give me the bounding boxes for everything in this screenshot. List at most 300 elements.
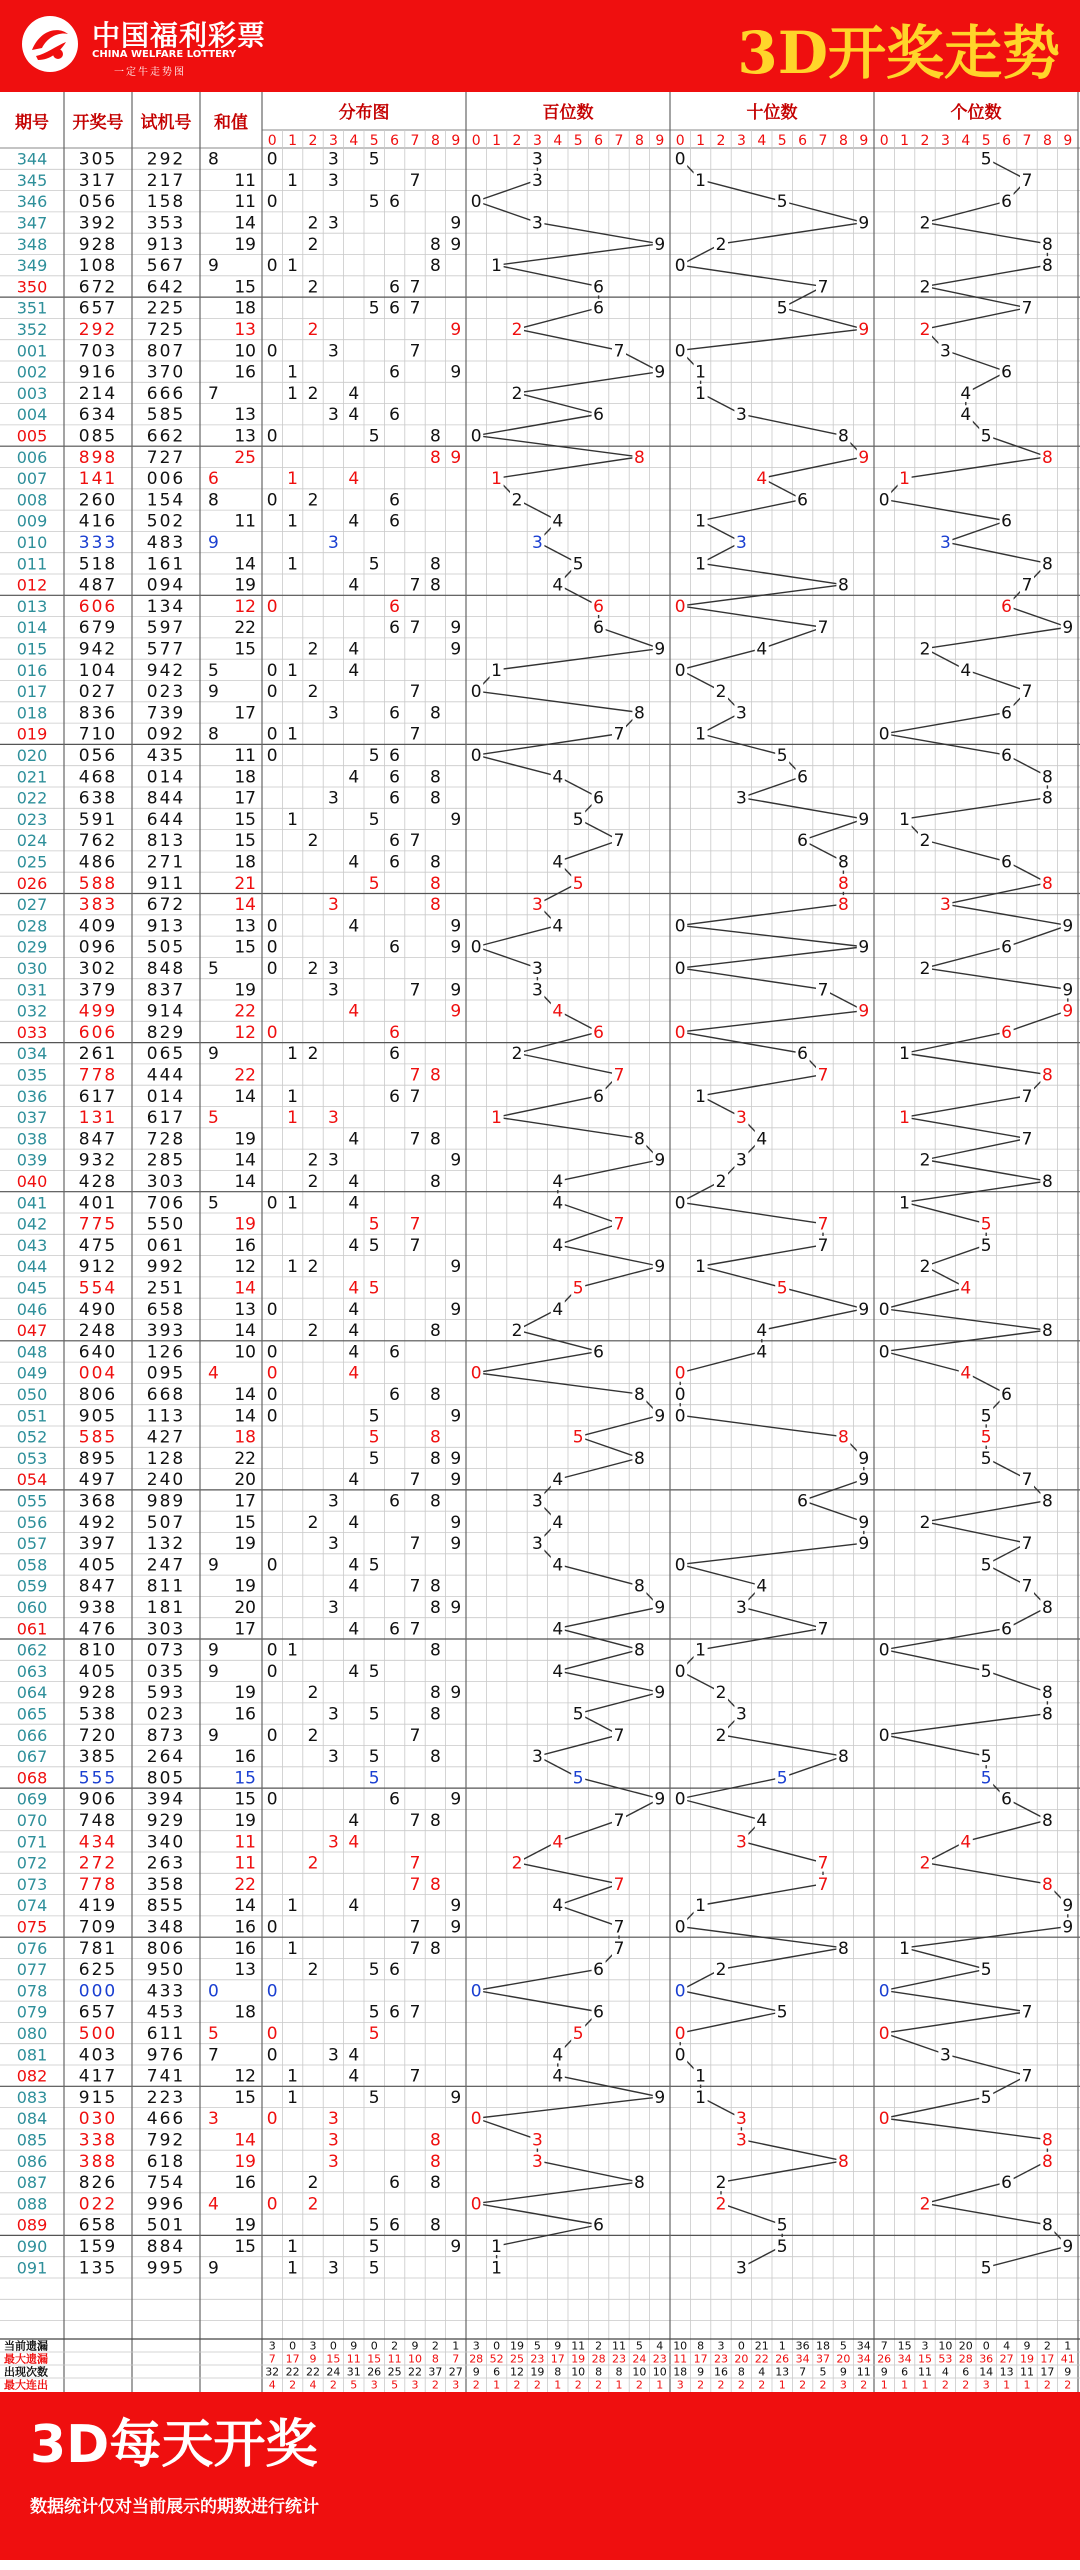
trend-digit: 3 (531, 895, 543, 916)
draw-number: 104 (78, 660, 118, 681)
digit-header: 6 (1002, 133, 1012, 149)
trend-digit: 7 (613, 341, 625, 362)
trend-digit: 3 (735, 788, 747, 809)
sum-value: 12 (234, 596, 256, 617)
trend-digit: 3 (531, 533, 543, 554)
stats-value: 13 (999, 2365, 1014, 2379)
trend-digit: 2 (919, 277, 931, 298)
issue-number: 017 (16, 682, 48, 702)
stats-value: 9 (350, 2339, 358, 2353)
issue-number: 075 (16, 1917, 48, 1937)
dist-digit: 8 (429, 895, 441, 916)
trend-digit: 0 (470, 1363, 482, 1384)
digit-header: 6 (798, 133, 808, 149)
section-header: 十位数 (746, 103, 798, 123)
stats-label: 当前遗漏 (4, 2339, 48, 2353)
issue-number: 066 (16, 1725, 48, 1745)
issue-number: 057 (16, 1534, 48, 1554)
trend-digit: 4 (960, 383, 972, 404)
issue-number: 047 (16, 1321, 48, 1341)
trend-digit: 7 (817, 277, 829, 298)
dist-digit: 9 (450, 639, 462, 660)
trend-digit: 8 (1041, 1704, 1053, 1725)
dist-digit: 0 (266, 2109, 278, 2130)
trend-digit: 0 (674, 2024, 686, 2045)
dist-digit: 6 (389, 2173, 401, 2194)
stats-value: 27 (448, 2365, 463, 2379)
trend-digit: 2 (919, 1853, 931, 1874)
stats-value: 0 (737, 2339, 745, 2353)
issue-number: 076 (16, 1938, 48, 1958)
dist-digit: 6 (389, 405, 401, 426)
trend-digit: 0 (470, 2194, 482, 2215)
stats-value: 10 (632, 2365, 647, 2379)
sum-value: 19 (234, 2215, 256, 2236)
test-number: 658 (146, 1299, 186, 1320)
sum-value: 20 (234, 1470, 256, 1491)
test-number: 501 (146, 2215, 186, 2236)
dist-digit: 3 (327, 1108, 339, 1129)
column-header: 试机号 (140, 113, 192, 133)
stats-label: 最大遗漏 (4, 2352, 48, 2366)
dist-digit: 3 (327, 1534, 339, 1555)
draw-number: 928 (78, 1683, 118, 1704)
dist-digit: 4 (348, 1619, 360, 1640)
issue-number: 025 (16, 852, 48, 872)
test-number: 181 (146, 1598, 186, 1619)
draw-number: 302 (78, 959, 118, 980)
sum-value: 5 (208, 2024, 219, 2045)
dist-digit: 4 (348, 1299, 360, 1320)
dist-digit: 3 (327, 405, 339, 426)
trend-digit: 0 (674, 2045, 686, 2066)
trend-digit: 8 (1041, 767, 1053, 788)
trend-digit: 6 (593, 2002, 605, 2023)
sum-value: 12 (234, 2066, 256, 2087)
sum-value: 25 (234, 447, 256, 468)
dist-digit: 0 (266, 682, 278, 703)
trend-digit: 0 (674, 1406, 686, 1427)
dist-digit: 5 (368, 1661, 380, 1682)
dist-digit: 9 (450, 1512, 462, 1533)
section-header: 个位数 (950, 103, 1002, 123)
sum-value: 14 (234, 1150, 256, 1171)
dist-digit: 1 (287, 256, 299, 277)
dist-digit: 8 (429, 1747, 441, 1768)
stats-value: 7 (880, 2339, 888, 2353)
trend-digit: 8 (633, 447, 645, 468)
stats-value: 2 (819, 2378, 827, 2392)
trend-digit: 3 (939, 895, 951, 916)
dist-digit: 7 (409, 1065, 421, 1086)
dist-digit: 7 (409, 1853, 421, 1874)
trend-digit: 9 (858, 809, 870, 830)
sum-value: 21 (234, 873, 256, 894)
stats-value: 0 (982, 2339, 990, 2353)
stats-value: 3 (982, 2378, 990, 2392)
test-number: 989 (146, 1491, 186, 1512)
dist-digit: 8 (429, 1491, 441, 1512)
issue-number: 064 (16, 1683, 48, 1703)
trend-digit: 8 (633, 1448, 645, 1469)
trend-digit: 3 (531, 1747, 543, 1768)
dist-digit: 8 (429, 1321, 441, 1342)
issue-number: 012 (16, 575, 48, 595)
trend-digit: 0 (674, 916, 686, 937)
dist-digit: 6 (389, 596, 401, 617)
trend-digit: 7 (613, 1874, 625, 1895)
draw-number: 305 (78, 149, 118, 170)
dist-digit: 1 (287, 2087, 299, 2108)
test-number: 095 (146, 1363, 186, 1384)
dist-digit: 4 (348, 1555, 360, 1576)
sum-value: 19 (234, 1129, 256, 1150)
draw-number: 709 (78, 1917, 118, 1938)
dist-digit: 8 (429, 767, 441, 788)
dist-digit: 6 (389, 192, 401, 213)
dist-digit: 2 (307, 234, 319, 255)
trend-digit: 5 (776, 1278, 788, 1299)
stats-value: 2 (635, 2378, 643, 2392)
stats-value: 23 (714, 2352, 728, 2366)
dist-digit: 7 (409, 1576, 421, 1597)
issue-number: 036 (16, 1086, 48, 1106)
dist-digit: 8 (429, 554, 441, 575)
trend-digit: 3 (735, 1150, 747, 1171)
draw-number: 401 (78, 1193, 118, 1214)
sum-value: 9 (208, 2258, 219, 2279)
sum-value: 9 (208, 682, 219, 703)
trend-digit: 8 (837, 1747, 849, 1768)
stats-value: 31 (346, 2365, 361, 2379)
dist-digit: 9 (450, 809, 462, 830)
sum-value: 11 (234, 192, 256, 213)
dist-digit: 4 (348, 405, 360, 426)
trend-digit: 9 (1062, 1896, 1074, 1917)
dist-digit: 4 (348, 1278, 360, 1299)
test-number: 805 (146, 1768, 186, 1789)
trend-digit: 3 (939, 341, 951, 362)
dist-digit: 1 (287, 1640, 299, 1661)
dist-digit: 0 (266, 937, 278, 958)
digit-header: 5 (369, 133, 379, 149)
stats-value: 7 (799, 2365, 807, 2379)
stats-value: 3 (309, 2339, 317, 2353)
stats-value: 32 (265, 2365, 280, 2379)
trend-digit: 2 (919, 2194, 931, 2215)
test-number: 453 (146, 2002, 186, 2023)
issue-number: 055 (16, 1491, 48, 1511)
draw-number: 847 (78, 1129, 118, 1150)
dist-digit: 4 (348, 1896, 360, 1917)
page-footer (0, 2392, 1080, 2560)
stats-value: 2 (289, 2378, 297, 2392)
stats-value: 8 (554, 2365, 562, 2379)
test-number: 913 (146, 916, 186, 937)
trend-digit: 7 (817, 1235, 829, 1256)
dist-digit: 7 (409, 1725, 421, 1746)
trend-digit: 9 (654, 1789, 666, 1810)
sum-value: 12 (234, 1257, 256, 1278)
digit-header: 5 (573, 133, 583, 149)
trend-digit: 2 (715, 234, 727, 255)
trend-digit: 5 (776, 192, 788, 213)
trend-digit: 6 (1001, 511, 1013, 532)
draw-number: 338 (78, 2130, 118, 2151)
sum-value: 5 (208, 1108, 219, 1129)
stats-value: 17 (285, 2352, 300, 2366)
issue-number: 079 (16, 2002, 48, 2022)
trend-digit: 9 (1062, 618, 1074, 639)
test-number: 065 (146, 1044, 186, 1065)
draw-number: 428 (78, 1172, 118, 1193)
dist-digit: 0 (266, 1342, 278, 1363)
stats-value: 10 (408, 2352, 422, 2366)
dist-digit: 3 (327, 1832, 339, 1853)
draw-number: 554 (78, 1278, 118, 1299)
dist-digit: 3 (327, 959, 339, 980)
issue-number: 028 (16, 916, 48, 936)
trend-digit: 8 (1041, 1683, 1053, 1704)
trend-digit: 6 (797, 490, 809, 511)
stats-value: 24 (632, 2352, 647, 2366)
stats-value: 23 (530, 2352, 545, 2366)
sum-value: 14 (234, 213, 256, 234)
stats-value: 11 (918, 2365, 932, 2379)
dist-digit: 6 (389, 746, 401, 767)
issue-number: 048 (16, 1342, 48, 1362)
dist-digit: 6 (389, 788, 401, 809)
dist-digit: 6 (389, 852, 401, 873)
test-number: 427 (146, 1427, 186, 1448)
digit-header: 2 (512, 133, 522, 149)
trend-digit: 5 (572, 809, 584, 830)
draw-number: 658 (78, 2215, 118, 2236)
stats-value: 28 (958, 2352, 973, 2366)
dist-digit: 1 (287, 1257, 299, 1278)
trend-digit: 8 (837, 575, 849, 596)
digit-header: 7 (818, 133, 828, 149)
trend-digit: 3 (735, 2130, 747, 2151)
draw-number: 419 (78, 1896, 118, 1917)
stats-value: 11 (387, 2352, 402, 2366)
trend-digit: 5 (776, 2002, 788, 2023)
dist-digit: 3 (327, 1491, 339, 1512)
draw-number: 434 (78, 1832, 118, 1853)
issue-number: 347 (16, 213, 48, 233)
dist-digit: 5 (368, 2258, 380, 2279)
test-number: 433 (146, 1981, 186, 2002)
draw-number: 317 (78, 170, 118, 191)
trend-digit: 8 (837, 895, 849, 916)
trend-digit: 3 (735, 1598, 747, 1619)
trend-digit: 4 (552, 575, 564, 596)
sum-value: 15 (234, 2237, 256, 2258)
trend-digit: 0 (674, 1022, 686, 1043)
dist-digit: 4 (348, 1001, 360, 1022)
dist-digit: 2 (307, 1725, 319, 1746)
trend-digit: 1 (491, 256, 503, 277)
stats-value: 15 (918, 2352, 932, 2366)
trend-digit: 2 (919, 213, 931, 234)
draw-number: 214 (78, 383, 118, 404)
page-title: 3D开奖走势 (737, 19, 1060, 87)
test-number: 292 (146, 149, 186, 170)
draw-number: 379 (78, 980, 118, 1001)
trend-digit: 3 (531, 1491, 543, 1512)
stats-value: 2 (533, 2378, 541, 2392)
dist-digit: 8 (429, 1172, 441, 1193)
trend-digit: 3 (735, 1704, 747, 1725)
dist-digit: 2 (307, 277, 319, 298)
stats-label: 最大连出 (4, 2378, 48, 2392)
trend-digit: 7 (613, 831, 625, 852)
issue-number: 006 (16, 447, 48, 467)
trend-digit: 0 (470, 192, 482, 213)
dist-digit: 5 (368, 1278, 380, 1299)
test-number: 855 (146, 1896, 186, 1917)
trend-digit: 7 (1021, 575, 1033, 596)
sum-value: 8 (208, 149, 219, 170)
dist-digit: 0 (266, 1917, 278, 1938)
issue-number: 040 (16, 1172, 48, 1192)
stats-value: 11 (612, 2339, 626, 2353)
sum-value: 13 (234, 426, 256, 447)
stats-value: 22 (754, 2352, 769, 2366)
dist-digit: 0 (266, 341, 278, 362)
trend-digit: 1 (899, 469, 911, 490)
stats-value: 14 (979, 2365, 994, 2379)
draw-number: 500 (78, 2024, 118, 2045)
trend-digit: 9 (654, 639, 666, 660)
dist-digit: 7 (409, 170, 421, 191)
sum-value: 14 (234, 1406, 256, 1427)
issue-number: 022 (16, 788, 48, 808)
trend-digit: 0 (878, 1725, 890, 1746)
stats-value: 9 (472, 2365, 480, 2379)
trend-digit: 4 (552, 1172, 564, 1193)
issue-number: 049 (16, 1363, 48, 1383)
dist-digit: 0 (266, 959, 278, 980)
issue-number: 058 (16, 1555, 48, 1575)
trend-digit: 6 (1001, 2173, 1013, 2194)
sum-value: 15 (234, 831, 256, 852)
dist-digit: 9 (450, 213, 462, 234)
footer-note: 数据统计仅对当前展示的期数进行统计 (30, 2497, 319, 2517)
dist-digit: 4 (348, 511, 360, 532)
dist-digit: 6 (389, 277, 401, 298)
issue-number: 063 (16, 1661, 48, 1681)
sum-value: 17 (234, 1619, 256, 1640)
digit-header: 0 (879, 133, 889, 149)
trend-digit: 7 (1021, 2002, 1033, 2023)
dist-digit: 4 (348, 639, 360, 660)
trend-digit: 4 (552, 1470, 564, 1491)
dist-digit: 0 (266, 2045, 278, 2066)
draw-number: 672 (78, 277, 118, 298)
trend-digit: 5 (980, 1960, 992, 1981)
trend-digit: 0 (878, 1981, 890, 2002)
stats-value: 3 (717, 2339, 725, 2353)
dist-digit: 5 (368, 809, 380, 830)
dist-digit: 3 (327, 2258, 339, 2279)
trend-digit: 6 (1001, 852, 1013, 873)
stats-value: 37 (428, 2365, 443, 2379)
stats-value: 7 (452, 2352, 460, 2366)
trend-digit: 3 (735, 703, 747, 724)
test-number: 672 (146, 895, 186, 916)
trend-digit: 1 (695, 1257, 707, 1278)
dist-digit: 0 (266, 660, 278, 681)
sum-value: 14 (234, 1385, 256, 1406)
draw-number: 588 (78, 873, 118, 894)
stats-value: 28 (591, 2352, 606, 2366)
trend-digit: 8 (837, 852, 849, 873)
sum-value: 14 (234, 895, 256, 916)
issue-number: 348 (16, 234, 48, 254)
dist-digit: 3 (327, 1598, 339, 1619)
dist-digit: 7 (409, 980, 421, 1001)
trend-digit: 9 (654, 234, 666, 255)
stats-value: 3 (268, 2339, 276, 2353)
stats-value: 8 (431, 2352, 439, 2366)
trend-digit: 3 (735, 1108, 747, 1129)
stats-value: 2 (799, 2378, 807, 2392)
trend-digit: 0 (878, 1342, 890, 1363)
draw-number: 915 (78, 2087, 118, 2108)
issue-number: 061 (16, 1619, 48, 1639)
sum-value: 15 (234, 639, 256, 660)
stats-value: 24 (326, 2365, 341, 2379)
trend-digit: 9 (858, 1512, 870, 1533)
dist-digit: 9 (450, 320, 462, 341)
sum-value: 10 (234, 341, 256, 362)
trend-digit: 4 (552, 2045, 564, 2066)
stats-value: 19 (1020, 2352, 1034, 2366)
trend-digit: 6 (593, 788, 605, 809)
dist-digit: 7 (409, 724, 421, 745)
sum-value: 0 (208, 1981, 219, 2002)
trend-digit: 2 (919, 320, 931, 341)
issue-number: 089 (16, 2215, 48, 2235)
stats-value: 1 (452, 2339, 460, 2353)
test-number: 807 (146, 341, 186, 362)
test-number: 113 (146, 1406, 186, 1427)
draw-number: 490 (78, 1299, 118, 1320)
issue-number: 010 (16, 533, 48, 553)
trend-digit: 0 (470, 937, 482, 958)
trend-digit: 6 (797, 1044, 809, 1065)
dist-digit: 5 (368, 426, 380, 447)
issue-number: 032 (16, 1001, 48, 1021)
test-number: 225 (146, 298, 186, 319)
draw-number: 486 (78, 852, 118, 873)
dist-digit: 6 (389, 618, 401, 639)
trend-digit: 1 (491, 1108, 503, 1129)
test-number: 348 (146, 1917, 186, 1938)
sum-value: 13 (234, 916, 256, 937)
dist-digit: 4 (348, 1811, 360, 1832)
trend-digit: 7 (1021, 1129, 1033, 1150)
draw-number: 417 (78, 2066, 118, 2087)
trend-digit: 7 (817, 1065, 829, 1086)
test-number: 251 (146, 1278, 186, 1299)
trend-digit: 1 (695, 362, 707, 383)
trend-digit: 9 (858, 1448, 870, 1469)
issue-number: 021 (16, 767, 48, 787)
issue-number: 052 (16, 1427, 48, 1447)
trend-digit: 1 (899, 1108, 911, 1129)
